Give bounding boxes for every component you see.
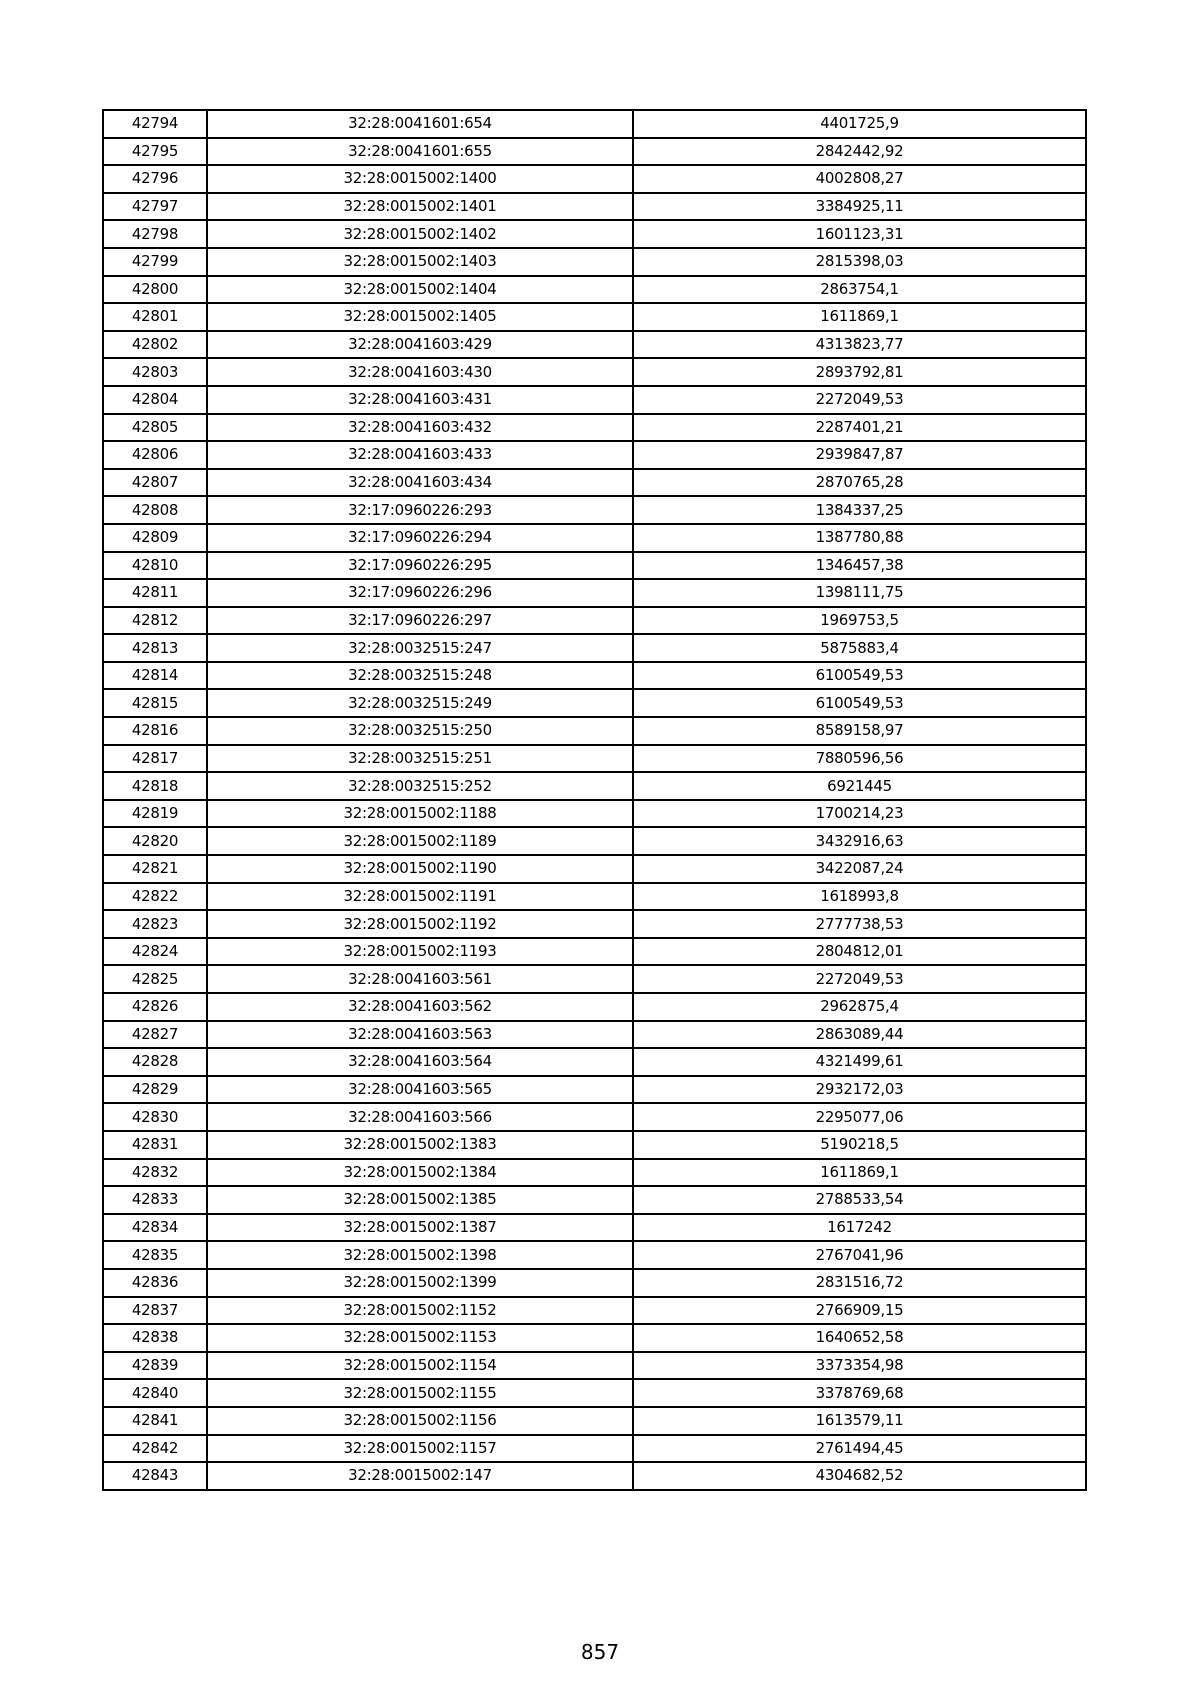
value-cell: 6100549,53	[633, 662, 1086, 690]
cadastral-number-cell: 32:28:0041603:433	[207, 441, 633, 469]
value-cell: 3432916,63	[633, 827, 1086, 855]
value-cell: 2842442,92	[633, 138, 1086, 166]
row-number-cell: 42800	[103, 276, 207, 304]
value-cell: 4304682,52	[633, 1462, 1086, 1490]
table-body	[103, 110, 1086, 1490]
cadastral-number-cell: 32:28:0041603:429	[207, 331, 633, 359]
value-cell: 4321499,61	[633, 1048, 1086, 1076]
value-cell: 1618993,8	[633, 883, 1086, 911]
row-number-cell: 42807	[103, 469, 207, 497]
cadastral-number-cell: 32:28:0041603:566	[207, 1103, 633, 1131]
table-row	[103, 276, 1086, 304]
table-row	[103, 1076, 1086, 1104]
row-number-cell: 42823	[103, 910, 207, 938]
row-number-cell: 42796	[103, 165, 207, 193]
table-row	[103, 1048, 1086, 1076]
value-cell: 1384337,25	[633, 496, 1086, 524]
table-row	[103, 193, 1086, 221]
cadastral-number-cell: 32:28:0041603:562	[207, 993, 633, 1021]
cadastral-number-cell: 32:28:0032515:247	[207, 634, 633, 662]
cadastral-number-cell: 32:28:0015002:1156	[207, 1407, 633, 1435]
row-number-cell: 42801	[103, 303, 207, 331]
value-cell: 4002808,27	[633, 165, 1086, 193]
cadastral-number-cell: 32:28:0032515:250	[207, 717, 633, 745]
table-row	[103, 662, 1086, 690]
cadastral-number-cell: 32:28:0041603:564	[207, 1048, 633, 1076]
table-row	[103, 993, 1086, 1021]
row-number-cell: 42843	[103, 1462, 207, 1490]
table-row	[103, 607, 1086, 635]
row-number-cell: 42813	[103, 634, 207, 662]
table-row	[103, 1186, 1086, 1214]
value-cell: 1640652,58	[633, 1324, 1086, 1352]
cadastral-number-cell: 32:28:0015002:1189	[207, 827, 633, 855]
cadastral-number-cell: 32:28:0015002:1403	[207, 248, 633, 276]
table-row	[103, 1241, 1086, 1269]
value-cell: 2932172,03	[633, 1076, 1086, 1104]
value-cell: 2870765,28	[633, 469, 1086, 497]
value-cell: 1969753,5	[633, 607, 1086, 635]
value-cell: 1346457,38	[633, 552, 1086, 580]
table-row	[103, 1435, 1086, 1463]
row-number-cell: 42821	[103, 855, 207, 883]
row-number-cell: 42804	[103, 386, 207, 414]
cadastral-number-cell: 32:28:0041603:431	[207, 386, 633, 414]
cadastral-number-cell: 32:28:0015002:1400	[207, 165, 633, 193]
row-number-cell: 42827	[103, 1021, 207, 1049]
cadastral-number-cell: 32:28:0015002:1385	[207, 1186, 633, 1214]
row-number-cell: 42831	[103, 1131, 207, 1159]
row-number-cell: 42799	[103, 248, 207, 276]
table-row	[103, 1214, 1086, 1242]
table-row	[103, 634, 1086, 662]
value-cell: 3373354,98	[633, 1352, 1086, 1380]
value-cell: 1617242	[633, 1214, 1086, 1242]
table-row	[103, 386, 1086, 414]
table-row	[103, 414, 1086, 442]
table-row	[103, 827, 1086, 855]
table-row	[103, 248, 1086, 276]
cadastral-number-cell: 32:28:0015002:1193	[207, 938, 633, 966]
cadastral-number-cell: 32:28:0032515:251	[207, 745, 633, 773]
table-row	[103, 220, 1086, 248]
row-number-cell: 42806	[103, 441, 207, 469]
cadastral-number-cell: 32:28:0015002:1157	[207, 1435, 633, 1463]
cadastral-number-cell: 32:28:0032515:248	[207, 662, 633, 690]
row-number-cell: 42833	[103, 1186, 207, 1214]
cadastral-number-cell: 32:28:0015002:1383	[207, 1131, 633, 1159]
cadastral-number-cell: 32:17:0960226:297	[207, 607, 633, 635]
row-number-cell: 42836	[103, 1269, 207, 1297]
cadastral-number-cell: 32:28:0041603:434	[207, 469, 633, 497]
value-cell: 1611869,1	[633, 303, 1086, 331]
cadastral-number-cell: 32:28:0015002:1154	[207, 1352, 633, 1380]
cadastral-number-cell: 32:28:0041603:563	[207, 1021, 633, 1049]
value-cell: 2962875,4	[633, 993, 1086, 1021]
table-row	[103, 1352, 1086, 1380]
row-number-cell: 42837	[103, 1297, 207, 1325]
table-row	[103, 1462, 1086, 1490]
row-number-cell: 42834	[103, 1214, 207, 1242]
row-number-cell: 42835	[103, 1241, 207, 1269]
value-cell: 2939847,87	[633, 441, 1086, 469]
row-number-cell: 42815	[103, 689, 207, 717]
table-row	[103, 1297, 1086, 1325]
row-number-cell: 42838	[103, 1324, 207, 1352]
table-row	[103, 910, 1086, 938]
row-number-cell: 42840	[103, 1379, 207, 1407]
value-cell: 1613579,11	[633, 1407, 1086, 1435]
row-number-cell: 42817	[103, 745, 207, 773]
row-number-cell: 42802	[103, 331, 207, 359]
value-cell: 1387780,88	[633, 524, 1086, 552]
value-cell: 2767041,96	[633, 1241, 1086, 1269]
cadastral-number-cell: 32:28:0015002:1155	[207, 1379, 633, 1407]
table-row	[103, 1324, 1086, 1352]
value-cell: 2766909,15	[633, 1297, 1086, 1325]
row-number-cell: 42797	[103, 193, 207, 221]
row-number-cell: 42811	[103, 579, 207, 607]
cadastral-number-cell: 32:28:0015002:1402	[207, 220, 633, 248]
table-row	[103, 800, 1086, 828]
row-number-cell: 42820	[103, 827, 207, 855]
cadastral-number-cell: 32:28:0041603:561	[207, 965, 633, 993]
table-row	[103, 689, 1086, 717]
table-row	[103, 1159, 1086, 1187]
table-row	[103, 469, 1086, 497]
value-cell: 6921445	[633, 772, 1086, 800]
value-cell: 2761494,45	[633, 1435, 1086, 1463]
value-cell: 2272049,53	[633, 386, 1086, 414]
table-row	[103, 1407, 1086, 1435]
cadastral-number-cell: 32:28:0015002:1192	[207, 910, 633, 938]
table-row	[103, 496, 1086, 524]
value-cell: 2295077,06	[633, 1103, 1086, 1131]
value-cell: 5190218,5	[633, 1131, 1086, 1159]
table-row	[103, 579, 1086, 607]
table-row	[103, 524, 1086, 552]
row-number-cell: 42826	[103, 993, 207, 1021]
value-cell: 2815398,03	[633, 248, 1086, 276]
value-cell: 1398111,75	[633, 579, 1086, 607]
table-row	[103, 138, 1086, 166]
table-row	[103, 1131, 1086, 1159]
cadastral-number-cell: 32:28:0015002:1152	[207, 1297, 633, 1325]
value-cell: 2863754,1	[633, 276, 1086, 304]
row-number-cell: 42812	[103, 607, 207, 635]
cadastral-number-cell: 32:28:0032515:252	[207, 772, 633, 800]
table-row	[103, 1021, 1086, 1049]
cadastral-number-cell: 32:28:0015002:147	[207, 1462, 633, 1490]
row-number-cell: 42830	[103, 1103, 207, 1131]
cadastral-number-cell: 32:28:0041603:432	[207, 414, 633, 442]
row-number-cell: 42819	[103, 800, 207, 828]
value-cell: 6100549,53	[633, 689, 1086, 717]
table-row	[103, 165, 1086, 193]
table-row	[103, 331, 1086, 359]
table-row	[103, 1103, 1086, 1131]
table-row	[103, 883, 1086, 911]
table-row	[103, 855, 1086, 883]
row-number-cell: 42828	[103, 1048, 207, 1076]
cadastral-number-cell: 32:17:0960226:293	[207, 496, 633, 524]
value-cell: 4313823,77	[633, 331, 1086, 359]
cadastral-number-cell: 32:28:0032515:249	[207, 689, 633, 717]
cadastral-number-cell: 32:28:0015002:1404	[207, 276, 633, 304]
row-number-cell: 42825	[103, 965, 207, 993]
value-cell: 8589158,97	[633, 717, 1086, 745]
row-number-cell: 42839	[103, 1352, 207, 1380]
value-cell: 1601123,31	[633, 220, 1086, 248]
row-number-cell: 42842	[103, 1435, 207, 1463]
cadastral-number-cell: 32:28:0015002:1153	[207, 1324, 633, 1352]
row-number-cell: 42818	[103, 772, 207, 800]
cadastral-number-cell: 32:28:0015002:1405	[207, 303, 633, 331]
cadastral-number-cell: 32:17:0960226:294	[207, 524, 633, 552]
row-number-cell: 42832	[103, 1159, 207, 1187]
value-cell: 2831516,72	[633, 1269, 1086, 1297]
row-number-cell: 42841	[103, 1407, 207, 1435]
table-row	[103, 441, 1086, 469]
row-number-cell: 42795	[103, 138, 207, 166]
table-row	[103, 938, 1086, 966]
value-cell: 1700214,23	[633, 800, 1086, 828]
cadastral-number-cell: 32:28:0015002:1399	[207, 1269, 633, 1297]
cadastral-number-cell: 32:17:0960226:296	[207, 579, 633, 607]
page-number: 857	[580, 1640, 620, 1664]
table-row	[103, 552, 1086, 580]
cadastral-value-table	[102, 109, 1087, 1491]
cadastral-number-cell: 32:28:0015002:1401	[207, 193, 633, 221]
value-cell: 3378769,68	[633, 1379, 1086, 1407]
table-row	[103, 358, 1086, 386]
row-number-cell: 42824	[103, 938, 207, 966]
row-number-cell: 42808	[103, 496, 207, 524]
table-row	[103, 1269, 1086, 1297]
cadastral-number-cell: 32:28:0015002:1398	[207, 1241, 633, 1269]
value-cell: 2893792,81	[633, 358, 1086, 386]
cadastral-number-cell: 32:28:0015002:1190	[207, 855, 633, 883]
row-number-cell: 42829	[103, 1076, 207, 1104]
value-cell: 2777738,53	[633, 910, 1086, 938]
row-number-cell: 42803	[103, 358, 207, 386]
row-number-cell: 42810	[103, 552, 207, 580]
row-number-cell: 42809	[103, 524, 207, 552]
value-cell: 1611869,1	[633, 1159, 1086, 1187]
row-number-cell: 42798	[103, 220, 207, 248]
value-cell: 7880596,56	[633, 745, 1086, 773]
value-cell: 5875883,4	[633, 634, 1086, 662]
value-cell: 2287401,21	[633, 414, 1086, 442]
row-number-cell: 42794	[103, 110, 207, 138]
table-row	[103, 965, 1086, 993]
cadastral-number-cell: 32:28:0015002:1188	[207, 800, 633, 828]
value-cell: 2272049,53	[633, 965, 1086, 993]
value-cell: 3384925,11	[633, 193, 1086, 221]
row-number-cell: 42816	[103, 717, 207, 745]
row-number-cell: 42805	[103, 414, 207, 442]
value-cell: 4401725,9	[633, 110, 1086, 138]
cadastral-number-cell: 32:28:0015002:1191	[207, 883, 633, 911]
value-cell: 2804812,01	[633, 938, 1086, 966]
cadastral-number-cell: 32:28:0041601:654	[207, 110, 633, 138]
cadastral-number-cell: 32:28:0015002:1384	[207, 1159, 633, 1187]
value-cell: 3422087,24	[633, 855, 1086, 883]
cadastral-number-cell: 32:28:0041603:430	[207, 358, 633, 386]
row-number-cell: 42814	[103, 662, 207, 690]
row-number-cell: 42822	[103, 883, 207, 911]
table-row	[103, 110, 1086, 138]
cadastral-number-cell: 32:28:0041603:565	[207, 1076, 633, 1104]
cadastral-number-cell: 32:28:0041601:655	[207, 138, 633, 166]
cadastral-number-cell: 32:17:0960226:295	[207, 552, 633, 580]
cadastral-number-cell: 32:28:0015002:1387	[207, 1214, 633, 1242]
table-row	[103, 745, 1086, 773]
table-row	[103, 772, 1086, 800]
table-row	[103, 1379, 1086, 1407]
table-row	[103, 303, 1086, 331]
value-cell: 2863089,44	[633, 1021, 1086, 1049]
value-cell: 2788533,54	[633, 1186, 1086, 1214]
table-row	[103, 717, 1086, 745]
